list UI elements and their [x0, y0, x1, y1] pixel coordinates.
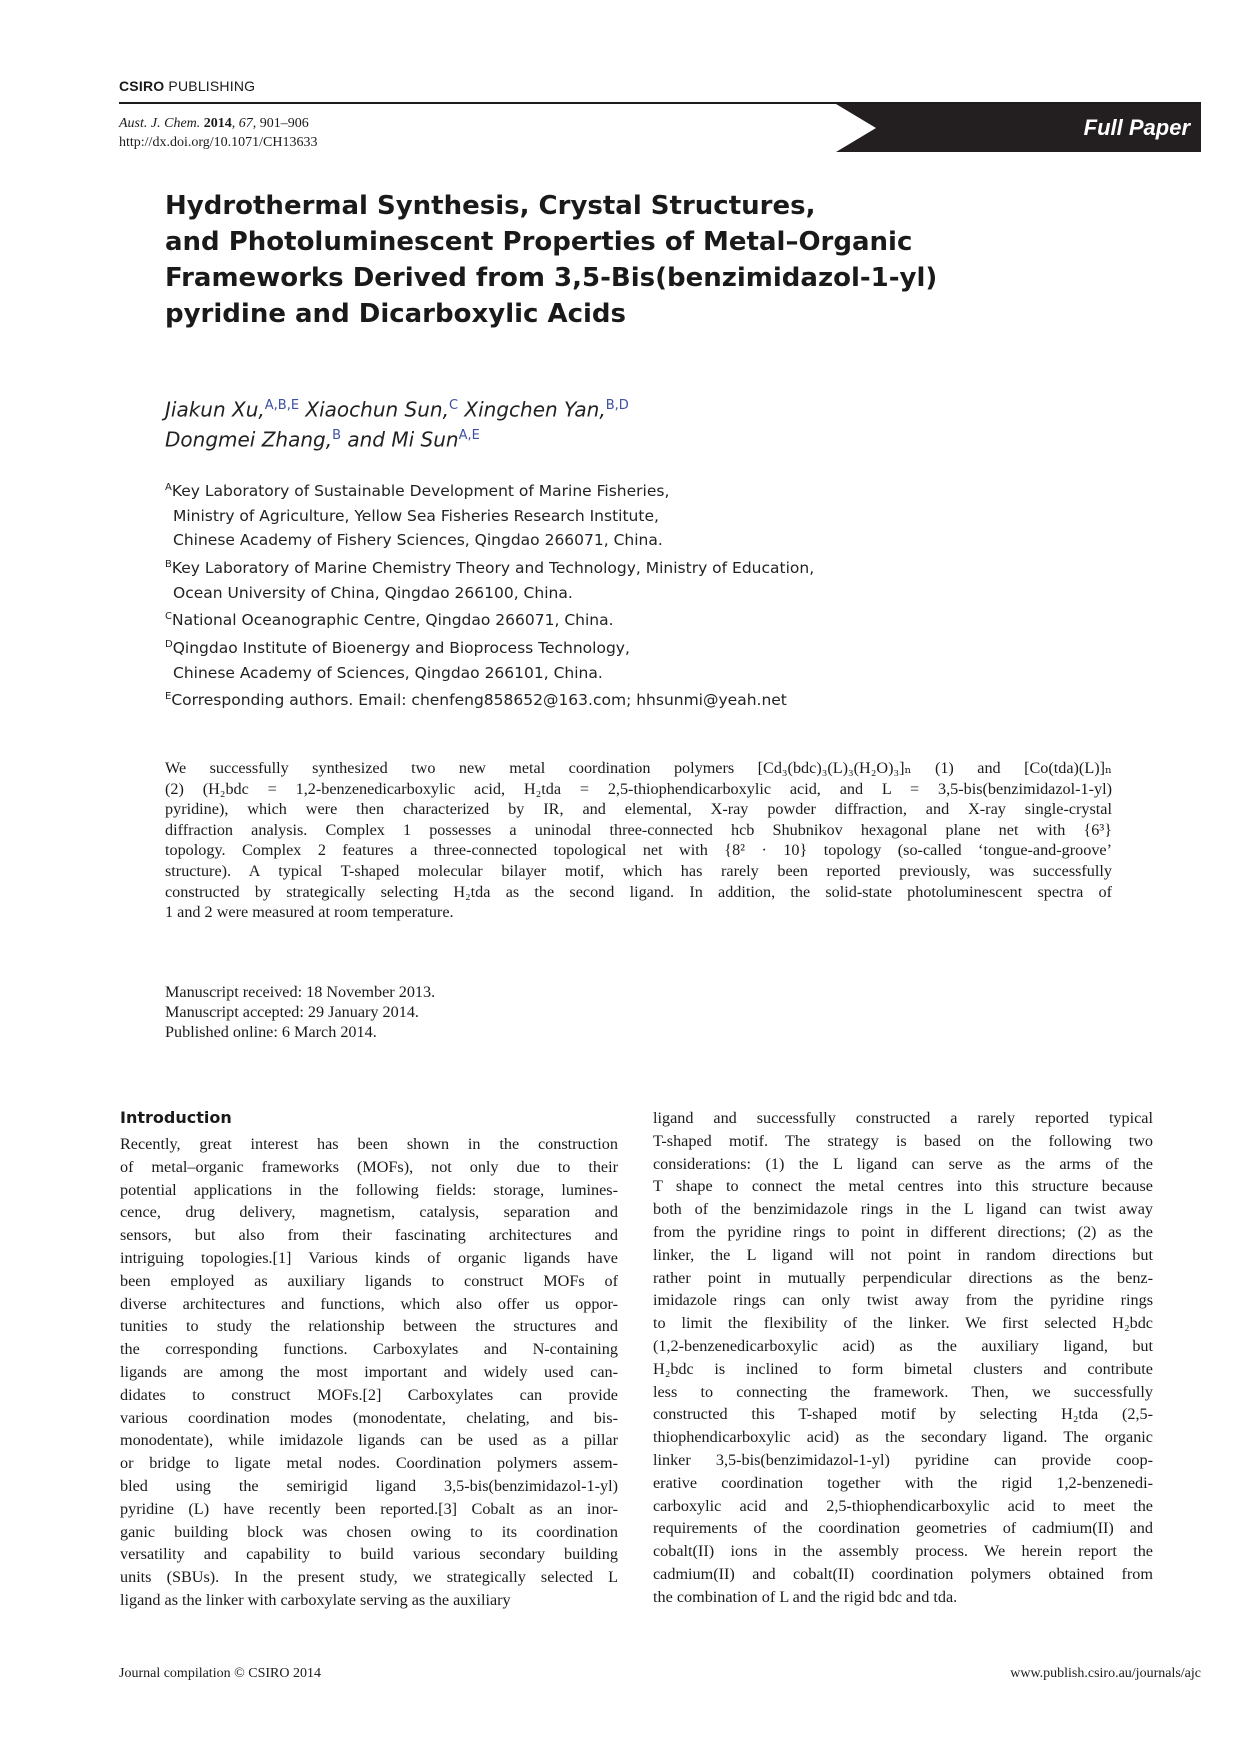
body-text-line: units (SBUs). In the present study, we strategically selected L — [120, 1568, 618, 1587]
author-name: Xingchen Yan, — [458, 397, 606, 422]
body-text-line: cence, drug delivery, magnetism, catalysis, separation and — [120, 1203, 618, 1222]
body-text-line: cobalt(II) ions in the assembly process. We herein report the — [653, 1542, 1153, 1561]
body-text-line: T shape to connect the metal centres into this structure because — [653, 1177, 1153, 1196]
body-text-line: intriguing topologies.[1] Various kinds of organic ligands have — [120, 1248, 618, 1267]
date-accepted: Manuscript accepted: 29 January 2014. — [165, 1003, 419, 1021]
body-text-line: less to connecting the framework. Then, we successfully — [653, 1382, 1153, 1401]
body-text-line: been employed as auxiliary ligands to construct MOFs of — [120, 1271, 618, 1290]
affiliation-line: $^B$Key Laboratory of Marine Chemistry Theory and Technology, Ministry of Education, — [165, 558, 815, 578]
abstract-line: diffraction analysis. Complex 1 possesses a uninodal three-connected hcb Shubnikov hexagonal plane net with {6³} — [165, 820, 1112, 839]
title-line: Hydrothermal Synthesis, Crystal Structures, — [165, 191, 816, 221]
author-affil-sup: B,D — [605, 398, 629, 413]
body-text-line: or bridge to ligate metal nodes. Coordination polymers assem- — [120, 1454, 618, 1473]
body-text-line: ligand and successfully constructed a rarely reported typical — [653, 1109, 1153, 1127]
title-line: pyridine and Dicarboxylic Acids — [165, 299, 627, 329]
body-text-line: tunities to study the relationship between the structures and — [120, 1317, 618, 1336]
footer-copyright: Journal compilation © CSIRO 2014 — [119, 1666, 321, 1681]
body-text-line: pyridine (L) have recently been reported.[3] Cobalt as an inor- — [120, 1499, 618, 1518]
article-title — [165, 188, 938, 332]
body-text-line: of metal–organic frameworks (MOFs), not only due to their — [120, 1157, 618, 1176]
title-line: Frameworks Derived from 3,5-Bis(benzimidazol-1-yl) — [165, 263, 938, 293]
abstract-line: topology. Complex 2 features a three-connected topological net with {8² · 10} topology (so-called ‘tongue-and-groove’ — [165, 841, 1112, 860]
author-affil-sup: B — [332, 427, 341, 443]
body-text-line: the corresponding functions. Carboxylates and N-containing — [120, 1340, 618, 1359]
body-text-line: didates to construct MOFs.[2] Carboxylates can provide — [120, 1385, 618, 1404]
abstract-line: constructed by strategically selecting H₂tda as the second ligand. In addition, the solid-state photoluminescent spectra of — [165, 882, 1112, 901]
body-text-line: to limit the flexibility of the linker. We first selected H₂bdc — [653, 1314, 1153, 1333]
author-affil-sup: A,E — [458, 427, 480, 443]
body-text-line: ligand as the linker with carboxylate serving as the auxiliary — [120, 1590, 511, 1609]
body-text-line: (1,2-benzenedicarboxylic acid) as the auxiliary ligand, but — [653, 1336, 1153, 1355]
abstract-line: 1 and 2 were measured at room temperature. — [165, 903, 454, 922]
author-name: Dongmei Zhang, — [165, 427, 333, 452]
affiliations — [165, 476, 814, 713]
affiliation-line: $^D$Qingdao Institute of Bioenergy and Bioprocess Technology, — [165, 639, 630, 658]
body-text-line: versatility and capability to build various secondary building — [120, 1545, 618, 1564]
article-type-label: Full Paper — [1083, 115, 1190, 140]
author-affil-sup: A,B,E — [264, 398, 300, 413]
body-text-line: T-shaped motif. The strategy is based on the following two — [653, 1131, 1153, 1150]
journal-year: 2014 — [203, 116, 232, 131]
body-text-line: considerations: (1) the L ligand can serve as the arms of the — [653, 1154, 1153, 1173]
footer-journal-url[interactable]: www.publish.csiro.au/journals/ajc — [1010, 1666, 1201, 1681]
publisher-name: CSIRO PUBLISHING — [119, 78, 256, 94]
affiliation-line: $^C$National Oceanographic Centre, Qingdao 266071, China. — [165, 611, 614, 630]
affiliation-line: Chinese Academy of Sciences, Qingdao 266101, China. — [173, 663, 603, 682]
title-line: and Photoluminescent Properties of Metal–Organic — [165, 227, 913, 257]
date-published: Published online: 6 March 2014. — [165, 1023, 377, 1041]
abstract-line: (2) (H₂bdc = 1,2-benzenedicarboxylic acid, H₂tda = 2,5-thiophendicarboxylic acid, and L = 3,5-bis(benzimidazol-1-yl) — [165, 779, 1112, 798]
body-text-line: from the pyridine rings to point in different directions; (2) as the — [653, 1222, 1153, 1241]
body-text-line: both of the benzimidazole rings in the L ligand can twist away — [653, 1200, 1153, 1219]
abstract-line: pyridine), which were then characterized by IR, and elemental, X-ray powder diffraction, and X-ray single-crystal — [165, 800, 1112, 819]
body-text-line: Recently, great interest has been shown in the construction — [120, 1135, 618, 1153]
body-text-line: linker 3,5-bis(benzimidazol-1-yl) pyridine can provide coop- — [653, 1450, 1153, 1469]
affiliation-line: Ministry of Agriculture, Yellow Sea Fisheries Research Institute, — [173, 506, 659, 525]
body-text-line: rather point in mutually perpendicular directions as the benz- — [653, 1268, 1153, 1287]
body-text-line: erative coordination together with the rigid 1,2-benzenedi- — [653, 1473, 1153, 1492]
date-received: Manuscript received: 18 November 2013. — [165, 983, 436, 1001]
body-text-line: sensors, but also from their fascinating architectures and — [120, 1226, 618, 1245]
body-text-line: constructed this T-shaped motif by selecting H₂tda (2,5- — [653, 1405, 1153, 1424]
body-text-line: potential applications in the following fields: storage, lumines- — [120, 1180, 618, 1199]
author-list — [165, 393, 629, 452]
body-text-line: linker, the L ligand will not point in random directions but — [653, 1245, 1153, 1264]
body-text-line: requirements of the coordination geometries of cadmium(II) and — [653, 1519, 1153, 1538]
citation: Aust. J. Chem. 2014, 67, 901–906 http://dx.doi.org/10.1071/CH13633 — [119, 116, 318, 150]
abstract-line: We successfully synthesized two new metal coordination polymers [Cd₃(bdc)₃(L)₃(H₂O)₃]ₙ (1) and [Co(tda)(L)]ₙ — [165, 759, 1112, 777]
body-text-line: the combination of L and the rigid bdc and tda. — [653, 1587, 958, 1606]
body-text-line: imidazole rings can only twist away from the pyridine rings — [653, 1291, 1153, 1310]
affiliation-line: Chinese Academy of Fishery Sciences, Qingdao 266071, China. — [173, 531, 663, 550]
journal-volume: 67 — [238, 116, 253, 131]
abstract-line: structure). A typical T-shaped molecular bilayer motif, which has rarely been reported previously, was successfully — [165, 861, 1112, 880]
body-text-line: bled using the semirigid ligand 3,5-bis(benzimidazol-1-yl) — [120, 1476, 618, 1495]
doi-link[interactable]: http://dx.doi.org/10.1071/CH13633 — [119, 135, 318, 150]
body-text-line: monodentate), while imidazole ligands can be used as a pillar — [120, 1431, 618, 1450]
journal-pages: 901–906 — [259, 116, 309, 131]
body-text-line: H₂bdc is inclined to form bimetal clusters and contribute — [653, 1359, 1153, 1378]
body-text-line: diverse architectures and functions, which also offer us oppor- — [120, 1294, 618, 1313]
affiliation-line: Ocean University of China, Qingdao 266100, China. — [173, 583, 573, 602]
section-heading-introduction: Introduction — [120, 1108, 232, 1127]
author-name: Jiakun Xu, — [165, 397, 265, 422]
body-text-line: various coordination modes (monodentate, chelating, and bis- — [120, 1408, 618, 1427]
author-name: and Mi Sun — [341, 427, 459, 452]
author-name: Xiaochun Sun, — [299, 397, 449, 422]
body-column-right — [653, 1107, 1153, 1609]
body-text-line: ganic building block was chosen owing to its coordination — [120, 1522, 618, 1541]
body-text-line: carboxylic acid and 2,5-thiophendicarboxylic acid to meet the — [653, 1496, 1153, 1515]
body-column-left — [120, 1133, 618, 1612]
body-text-line: thiophendicarboxylic acid) as the secondary ligand. The organic — [653, 1428, 1153, 1447]
affiliation-line: $^E$Corresponding authors. Email: chenfeng858652@163.com; hhsunmi@yeah.net — [165, 691, 787, 710]
abstract — [165, 758, 1112, 923]
author-affil-sup: C — [448, 398, 459, 413]
body-text-line: cadmium(II) and cobalt(II) coordination polymers obtained from — [653, 1564, 1153, 1583]
journal-name: Aust. J. Chem. — [119, 116, 201, 131]
manuscript-dates — [165, 982, 435, 1042]
affiliation-line: $^A$Key Laboratory of Sustainable Development of Marine Fisheries, — [165, 482, 670, 501]
body-text-line: ligands are among the most important and widely used can- — [120, 1362, 618, 1381]
